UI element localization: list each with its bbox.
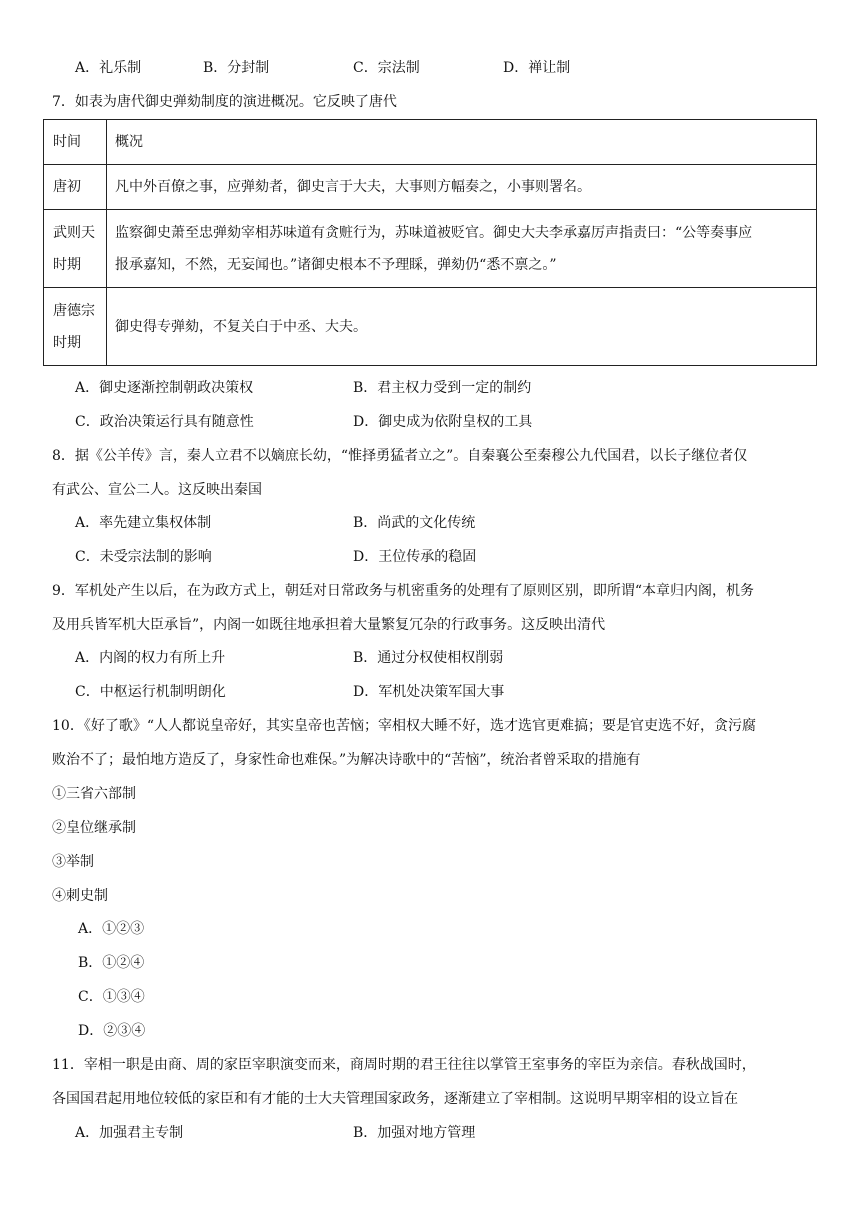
q6-option-c: C．宗法制 xyxy=(353,60,420,76)
q7-stem: 7．如表为唐代御史弹劾制度的演进概况。它反映了唐代 xyxy=(52,94,397,110)
table-cell-period: 唐初 xyxy=(44,165,107,210)
table-header-time: 时间 xyxy=(44,120,107,165)
q10-item-1: ①三省六部制 xyxy=(52,786,136,802)
q10-option-c: C．①③④ xyxy=(78,989,145,1005)
q9-option-d: D．军机处决策军国大事 xyxy=(353,684,505,700)
table-row xyxy=(44,165,817,210)
q6-option-d: D．禅让制 xyxy=(503,60,571,76)
desc-line: 报承嘉知，不然，无妄闻也。”诸御史根本不予理睬，弹劾仍“悉不禀之。” xyxy=(115,256,557,273)
q9-option-c: C．中枢运行机制明朗化 xyxy=(75,684,226,700)
q7-table xyxy=(43,119,817,366)
q10-option-b: B．①②④ xyxy=(78,955,145,971)
table-cell-period xyxy=(44,210,107,288)
table-cell-desc xyxy=(107,210,817,288)
q10-option-a: A．①②③ xyxy=(78,921,145,937)
q11-option-a: A．加强君主专制 xyxy=(75,1125,184,1141)
table-header-summary: 概况 xyxy=(107,120,817,165)
q11-option-b: B．加强对地方管理 xyxy=(353,1125,476,1141)
q8-option-a: A．率先建立集权体制 xyxy=(75,515,212,531)
period-line: 武则天 xyxy=(53,224,95,241)
q9-stem-line2: 及用兵皆军机大臣承旨”，内阁一如既往地承担着大量繁复冗杂的行政事务。这反映出清代 xyxy=(52,617,606,633)
q10-item-4: ④刺史制 xyxy=(52,888,108,904)
q10-item-2: ②皇位继承制 xyxy=(52,820,136,836)
q6-option-a: A．礼乐制 xyxy=(75,60,142,76)
q9-option-a: A．内阁的权力有所上升 xyxy=(75,650,226,666)
table-row xyxy=(44,210,817,288)
desc-line: 监察御史萧至忠弹劾宰相苏味道有贪赃行为，苏味道被贬官。御史大夫李承嘉厉声指责曰：“公等奏事应 xyxy=(115,224,753,241)
q8-stem-line1: 8．据《公羊传》言，秦人立君不以嫡庶长幼，“惟择勇猛者立之”。自秦襄公至秦穆公九代国君，以长子继位者仅 xyxy=(52,448,748,464)
q10-stem-line1: 10．《好了歌》“人人都说皇帝好，其实皇帝也苦恼；宰相权大睡不好，选才选官更难搞；要是官吏选不好，贪污腐 xyxy=(52,718,756,734)
period-line: 时期 xyxy=(53,334,81,351)
q8-option-c: C．未受宗法制的影响 xyxy=(75,549,212,565)
q10-stem-line2: 败治不了；最怕地方造反了，身家性命也难保。”为解决诗歌中的“苦恼”，统治者曾采取的措施有 xyxy=(52,752,641,768)
q8-stem-line2: 有武公、宣公二人。这反映出秦国 xyxy=(52,482,262,498)
q10-item-3: ③举制 xyxy=(52,854,94,870)
period-line: 唐德宗 xyxy=(53,302,95,319)
table-cell-desc: 凡中外百僚之事，应弹劾者，御史言于大夫，大事则方幅奏之，小事则署名。 xyxy=(107,165,817,210)
q7-option-c: C．政治决策运行具有随意性 xyxy=(75,414,254,430)
q11-stem-line2: 各国国君起用地位较低的家臣和有才能的士大夫管理国家政务，逐渐建立了宰相制。这说明早期宰相的设立旨在 xyxy=(52,1091,738,1107)
table-cell-period xyxy=(44,288,107,366)
table-row xyxy=(44,120,817,165)
table-cell-desc: 御史得专弹劾，不复关白于中丞、大夫。 xyxy=(107,288,817,366)
table-row xyxy=(44,288,817,366)
q7-option-d: D．御史成为依附皇权的工具 xyxy=(353,414,533,430)
q9-option-b: B．通过分权使相权削弱 xyxy=(353,650,504,666)
q7-option-a: A．御史逐渐控制朝政决策权 xyxy=(75,380,254,396)
q10-option-d: D．②③④ xyxy=(78,1023,146,1039)
q8-option-d: D．王位传承的稳固 xyxy=(353,549,477,565)
q6-option-b: B．分封制 xyxy=(203,60,270,76)
period-line: 时期 xyxy=(53,256,81,273)
q9-stem-line1: 9．军机处产生以后，在为政方式上，朝廷对日常政务与机密重务的处理有了原则区别，即所谓“本章归内阁，机务 xyxy=(52,583,755,599)
q8-option-b: B．尚武的文化传统 xyxy=(353,515,476,531)
q7-option-b: B．君主权力受到一定的制约 xyxy=(353,380,532,396)
q11-stem-line1: 11．宰相一职是由商、周的家臣宰职演变而来，商周时期的君王往往以掌管王室事务的宰臣为亲信。春秋战国时， xyxy=(52,1057,756,1073)
